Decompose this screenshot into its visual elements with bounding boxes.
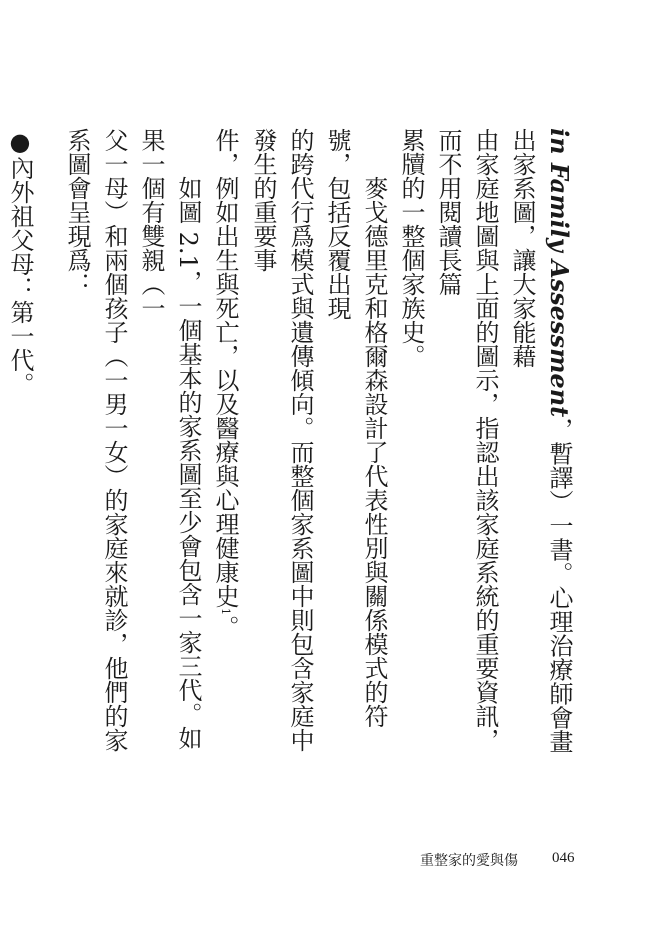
- text-column-6-body: 件，例如出生與死亡，以及醫療與心理健康史: [211, 128, 239, 608]
- text-column-5: 的跨代行爲模式與遺傳傾向。而整個家系圖中則包含家庭中發生的重要事: [249, 128, 314, 752]
- text-column-7: 如圖 2.1，一個基本的家系圖至少會包含一家三代。如果一個有雙親（一: [137, 128, 202, 750]
- bullet-icon: ●: [6, 128, 34, 156]
- vertical-body-text: [6, 128, 578, 768]
- page-number: 046: [552, 850, 575, 866]
- footnote-marker: 1: [219, 608, 232, 615]
- text-column-3: 累牘的一整個家族史。: [397, 128, 425, 368]
- list-item: [1, 128, 38, 768]
- text-column-1-body: ，暫譯）一書。心理治療師會畫出家系圖，讓大家能藉: [508, 128, 573, 754]
- list-item-text: 內外祖父母：第一代。: [6, 156, 34, 396]
- text-column-6-end: 。: [211, 615, 239, 639]
- text-column-1: [503, 128, 578, 768]
- text-column-6: [206, 128, 244, 768]
- list-item: [0, 128, 1, 768]
- generation-list: [0, 128, 38, 768]
- text-column-2: 由家庭地圖與上面的圖示，指認出該家庭系統的重要資訊，而不用閱讀長篇: [434, 128, 499, 752]
- english-book-title: in Family Assessment: [545, 128, 574, 418]
- text-column-8: 父一母）和兩個孩子（一男一女）的家庭來就診，他們的家系圖會呈現爲：: [63, 128, 128, 752]
- text-column-4: 麥戈德里克和格爾森設計了代表性別與關係模式的符號，包括反覆出現: [323, 128, 388, 728]
- page-footer: [420, 850, 575, 870]
- bullet-icon: [0, 128, 1, 156]
- running-title: 重整家的愛與傷: [420, 853, 518, 869]
